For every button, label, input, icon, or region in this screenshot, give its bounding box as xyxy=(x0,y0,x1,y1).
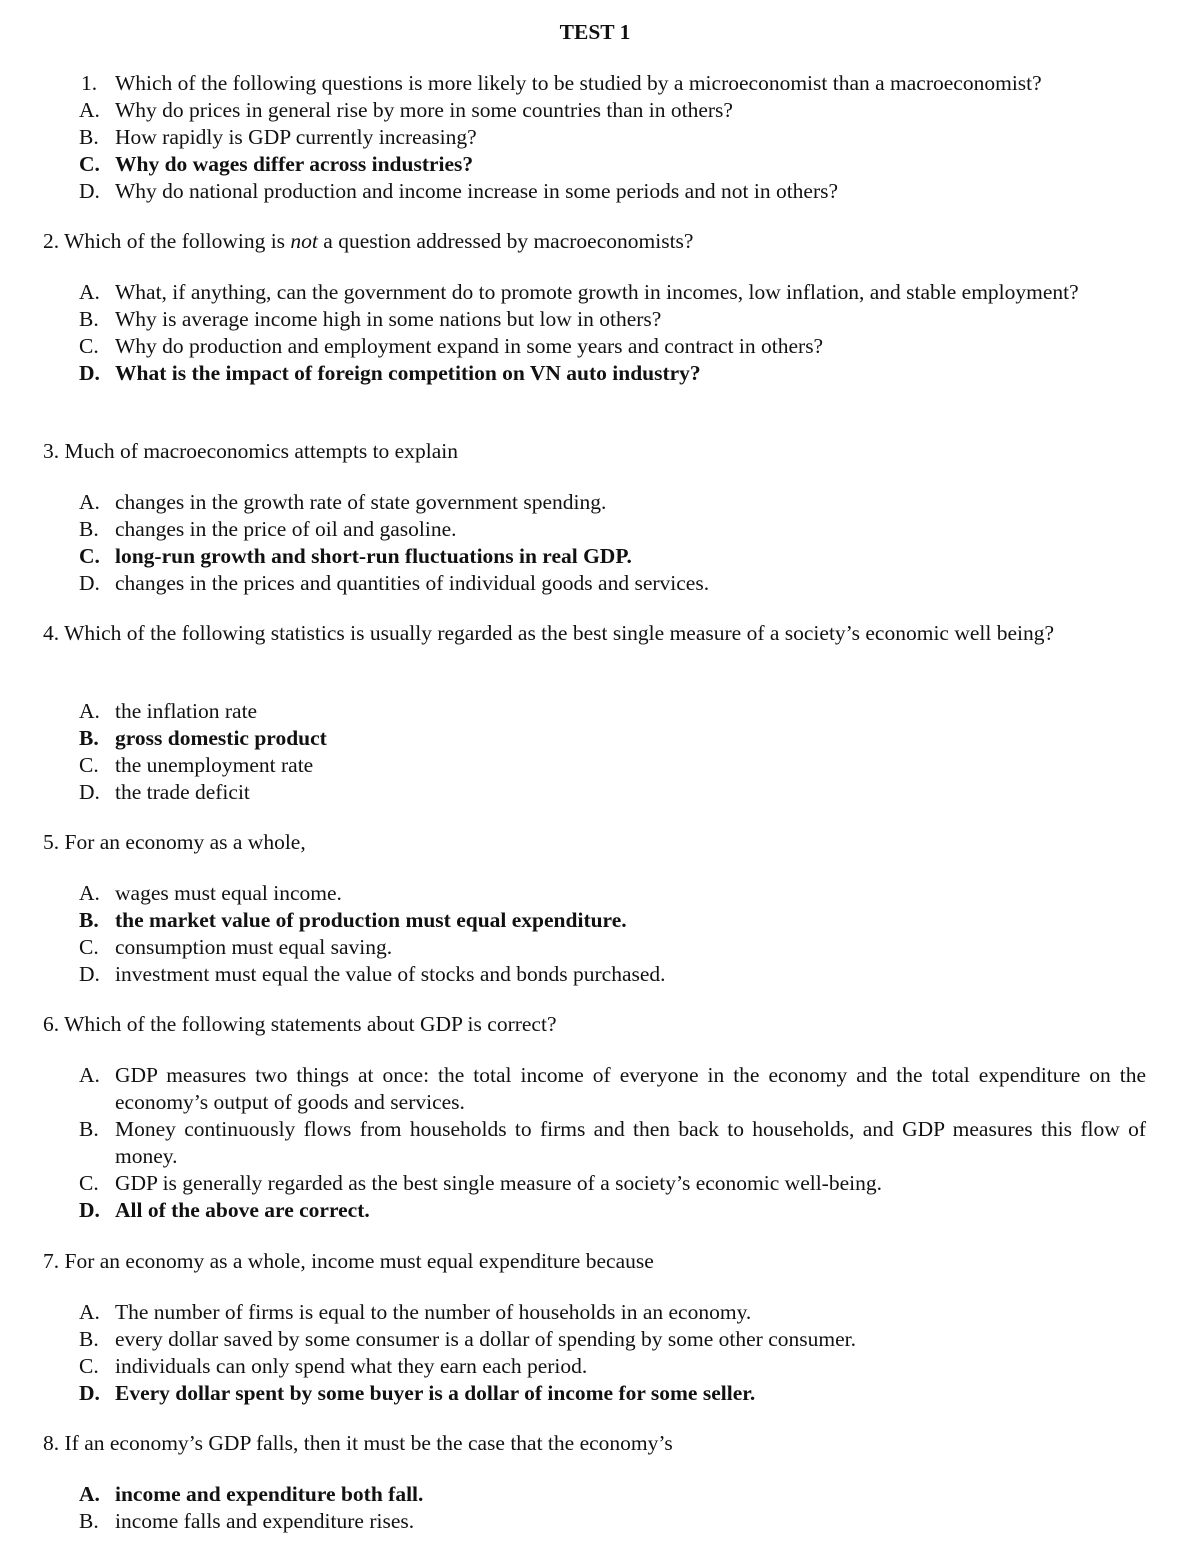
option-letter: A. xyxy=(79,699,100,723)
option-text: Money continuously flows from households to firms and then back to households, and GDP measures this flow of money. xyxy=(115,1117,1146,1168)
option-text: long-run growth and short-run fluctuations in real GDP. xyxy=(115,544,632,568)
option-letter: C. xyxy=(79,753,99,777)
option-text: How rapidly is GDP currently increasing? xyxy=(115,125,477,149)
question-2-text xyxy=(43,228,1146,255)
option-text: investment must equal the value of stocks and bonds purchased. xyxy=(115,962,666,986)
question-2-emphasis: not xyxy=(290,229,318,253)
option-correct xyxy=(79,1380,1146,1407)
question-5-text: 5. For an economy as a whole, xyxy=(43,830,306,854)
question-1-prompt: Which of the following questions is more likely to be studied by a microeconomist than a macroeconomist? xyxy=(115,71,1042,95)
option-correct xyxy=(79,543,1146,570)
option-text: All of the above are correct. xyxy=(115,1198,370,1222)
option-text: income falls and expenditure rises. xyxy=(115,1509,415,1533)
option-letter: A. xyxy=(79,1063,100,1087)
option-correct xyxy=(79,907,1146,934)
option xyxy=(79,880,1146,907)
option-letter: A. xyxy=(79,1300,100,1324)
option xyxy=(79,489,1146,516)
option xyxy=(79,1353,1146,1380)
question-3-text: 3. Much of macroeconomics attempts to explain xyxy=(43,439,458,463)
option-text: wages must equal income. xyxy=(115,881,342,905)
option-text: the unemployment rate xyxy=(115,753,314,777)
option-letter: B. xyxy=(79,908,99,932)
question-2-options xyxy=(79,279,1146,387)
question-8-options xyxy=(79,1481,1146,1535)
option-text: GDP measures two things at once: the total income of everyone in the economy and the total expenditure on the economy’s output of goods and services. xyxy=(115,1063,1146,1114)
option-text: Why do production and employment expand in some years and contract in others? xyxy=(115,334,824,358)
question-2-prompt-start: 2. Which of the following is xyxy=(43,229,291,253)
option-letter: B. xyxy=(79,1327,99,1351)
option xyxy=(79,97,1146,124)
option-letter: C. xyxy=(79,334,99,358)
question-3-options xyxy=(79,489,1146,597)
option-correct xyxy=(79,1481,1146,1508)
option xyxy=(79,124,1146,151)
question-2-prompt-end: a question addressed by macroeconomists? xyxy=(317,229,694,253)
option-text: the inflation rate xyxy=(115,699,258,723)
option-letter: A. xyxy=(79,881,100,905)
option xyxy=(79,1116,1146,1170)
option xyxy=(79,333,1146,360)
option-text: changes in the price of oil and gasoline. xyxy=(115,517,457,541)
option xyxy=(79,752,1146,779)
option-letter: A. xyxy=(79,1482,100,1506)
option-letter: C. xyxy=(79,1171,99,1195)
option-letter: B. xyxy=(79,125,99,149)
option-text: the market value of production must equal expenditure. xyxy=(115,908,627,932)
option xyxy=(79,779,1146,806)
option-letter: D. xyxy=(79,361,100,385)
option-text: Why is average income high in some nations but low in others? xyxy=(115,307,662,331)
option-letter: A. xyxy=(79,490,100,514)
option-letter: B. xyxy=(79,307,99,331)
option-correct xyxy=(79,360,1146,387)
option-text: changes in the growth rate of state government spending. xyxy=(115,490,607,514)
option xyxy=(79,961,1146,988)
option-letter: C. xyxy=(79,152,100,176)
option xyxy=(79,570,1146,597)
option-text: every dollar saved by some consumer is a dollar of spending by some other consumer. xyxy=(115,1327,856,1351)
option-letter: B. xyxy=(79,1509,99,1533)
option xyxy=(79,934,1146,961)
question-7-options xyxy=(79,1299,1146,1407)
option xyxy=(79,1170,1146,1197)
option-correct xyxy=(79,1197,1146,1224)
option-letter: D. xyxy=(79,780,100,804)
option xyxy=(79,1299,1146,1326)
option-text: The number of firms is equal to the number of households in an economy. xyxy=(115,1300,752,1324)
option xyxy=(79,178,1146,205)
option-letter: B. xyxy=(79,726,99,750)
option xyxy=(79,306,1146,333)
option-text: consumption must equal saving. xyxy=(115,935,393,959)
option-text: changes in the prices and quantities of individual goods and services. xyxy=(115,571,710,595)
question-number: 1. xyxy=(81,71,98,95)
option-text: gross domestic product xyxy=(115,726,327,750)
option-letter: A. xyxy=(79,98,100,122)
option-text: individuals can only spend what they earn each period. xyxy=(115,1354,588,1378)
option-text: Every dollar spent by some buyer is a dollar of income for some seller. xyxy=(115,1381,756,1405)
option xyxy=(79,1062,1146,1116)
option-text: Why do prices in general rise by more in some countries than in others? xyxy=(115,98,733,122)
question-4-text: 4. Which of the following statistics is usually regarded as the best single measure of a society’s economic well being? xyxy=(43,621,1055,645)
option xyxy=(79,516,1146,543)
option xyxy=(79,279,1146,306)
question-6-text: 6. Which of the following statements about GDP is correct? xyxy=(43,1012,557,1036)
option xyxy=(79,1326,1146,1353)
option-text: Why do wages differ across industries? xyxy=(115,152,474,176)
option-text: income and expenditure both fall. xyxy=(115,1482,424,1506)
option-letter: A. xyxy=(79,280,100,304)
option-text: the trade deficit xyxy=(115,780,250,804)
page-title: TEST 1 xyxy=(559,20,631,44)
question-5-options xyxy=(79,880,1146,988)
question-1-text xyxy=(81,70,1146,97)
option-letter: C. xyxy=(79,544,100,568)
question-1-options xyxy=(79,97,1146,205)
option-letter: D. xyxy=(79,962,100,986)
option xyxy=(79,1508,1146,1535)
option-letter: D. xyxy=(79,179,100,203)
option-letter: D. xyxy=(79,1381,100,1405)
option-letter: B. xyxy=(79,517,99,541)
option-correct xyxy=(79,725,1146,752)
question-6-options xyxy=(79,1062,1146,1224)
option-correct xyxy=(79,151,1146,178)
option-letter: D. xyxy=(79,1198,100,1222)
option xyxy=(79,698,1146,725)
option-text: What, if anything, can the government do to promote growth in incomes, low inflation, and stable employment? xyxy=(115,280,1079,304)
option-text: GDP is generally regarded as the best single measure of a society’s economic well-being. xyxy=(115,1171,882,1195)
option-text: Why do national production and income increase in some periods and not in others? xyxy=(115,179,839,203)
option-letter: C. xyxy=(79,1354,99,1378)
option-letter: B. xyxy=(79,1117,99,1141)
option-text: What is the impact of foreign competition on VN auto industry? xyxy=(115,361,701,385)
option-letter: C. xyxy=(79,935,99,959)
question-7-text: 7. For an economy as a whole, income must equal expenditure because xyxy=(43,1249,654,1273)
question-8-text: 8. If an economy’s GDP falls, then it must be the case that the economy’s xyxy=(43,1431,673,1455)
option-letter: D. xyxy=(79,571,100,595)
question-4-options xyxy=(79,698,1146,806)
